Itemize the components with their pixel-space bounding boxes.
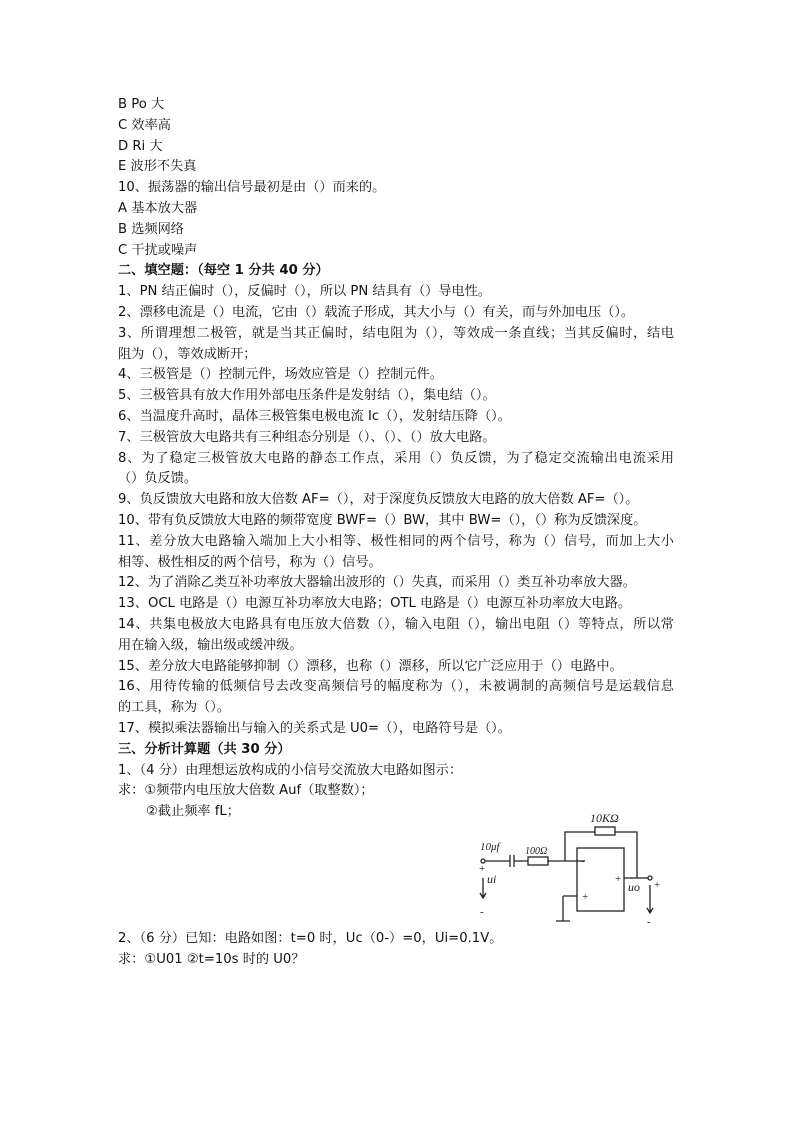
question-line: 阻为（），等效成断开； [118, 346, 257, 362]
problem-1-ask-1: 求：①频带内电压放大倍数 Auf（取整数）； [118, 783, 374, 799]
option-item: B Po 大 [118, 97, 165, 112]
question-line: 17、模拟乘法器输出与输入的关系式是 U0=（），电路符号是（）。 [118, 720, 511, 736]
input-resistor-label: 100Ω [525, 846, 548, 857]
noninverting-sign: + [582, 891, 589, 903]
option-item: E 波形不失真 [118, 159, 197, 175]
question-line: 15、差分放大电路能够抑制（）漂移，也称（）漂移，所以它广泛应用于（）电路中。 [118, 658, 623, 674]
question-line: 相等、极性相反的两个信号，称为（）信号。 [118, 554, 382, 570]
question-line: 13、OCL 电路是（）电源互补功率放大电路；OTL 电路是（）电源互补功率放大电路。 [118, 596, 632, 612]
question-line: 11、差分放大电路输入端加上大小相等、极性相同的两个信号，称为（）信号，而加上大小 [118, 533, 674, 549]
input-plus: + [479, 863, 486, 875]
section-2-questions [118, 282, 674, 740]
question-line: 用在输入级，输出级或缓冲级。 [118, 637, 303, 653]
option-item: D Ri 大 [118, 138, 163, 154]
inverting-sign: - [581, 855, 585, 867]
question-line: （）负反馈。 [118, 471, 198, 487]
problem-1-stem: 1、（4 分）由理想运放构成的小信号交流放大电路如图示： [118, 762, 463, 778]
option-item: C 效率高 [118, 117, 171, 133]
op-amp-circuit-diagram [470, 798, 685, 928]
option-item: A 基本放大器 [118, 200, 198, 216]
problem-1-ask-2: ②截止频率 fL； [146, 804, 240, 820]
question-line: 6、当温度升高时，晶体三极管集电极电流 Ic（），发射结压降（）。 [118, 408, 511, 424]
output-voltage-label: uo [628, 880, 640, 894]
section-2-title: 二、填空题：（每空 1 分共 40 分） [118, 263, 329, 279]
question-line: 16、用待传输的低频信号去改变高频信号的幅度称为（），未被调制的高频信号是运载信息 [118, 679, 674, 695]
question-line: 5、三极管具有放大作用外部电压条件是发射结（），集电结（）。 [118, 388, 496, 404]
question-10-stem: 10、振荡器的输出信号最初是由（）而来的。 [118, 180, 386, 196]
question-line: 2、漂移电流是（）电流，它由（）载流子形成，其大小与（）有关，而与外加电压（）。 [118, 304, 635, 320]
input-minus: - [480, 906, 484, 918]
question-line: 1、PN 结正偏时（），反偏时（），所以 PN 结具有（）导电性。 [118, 284, 492, 300]
question-line: 4、三极管是（）控制元件，场效应管是（）控制元件。 [118, 367, 443, 383]
problem-2-stem: 2、（6 分）已知：电路如图：t=0 时，Uc（0-）=0，Ui=0.1V。 [118, 930, 503, 946]
section-3-title: 三、分析计算题（共 30 分） [118, 741, 291, 757]
question-line: 7、三极管放大电路共有三种组态分别是（）、（）、（）放大电路。 [118, 429, 496, 445]
input-resistor [528, 857, 548, 865]
output-minus: - [647, 916, 651, 928]
question-line: 12、为了消除乙类互补功率放大器输出波形的（）失真，而采用（）类互补功率放大器。 [118, 575, 636, 591]
question-line: 8、为了稳定三极管放大电路的静态工作点，采用（）负反馈，为了稳定交流输出电流采用 [118, 450, 674, 466]
option-item: B 选频网络 [118, 221, 184, 237]
question-line: 的工具，称为（）。 [118, 700, 231, 716]
capacitor-label: 10μf [480, 841, 500, 853]
question-line: 10、带有负反馈放大电路的频带宽度 BWF=（）BW，其中 BW=（），（）称为反馈深度。 [118, 512, 647, 528]
input-voltage-label: ui [487, 872, 497, 886]
output-plus: + [654, 879, 661, 891]
prev-question-options [118, 95, 674, 178]
question-line: 3、所谓理想二极管，就是当其正偏时，结电阻为（），等效成一条直线；当其反偏时，结电 [118, 325, 674, 341]
feedback-path [565, 827, 637, 878]
question-line: 14、共集电极放大电路具有电压放大倍数（），输入电阻（），输出电阻（）等特点，所以常 [118, 616, 674, 632]
question-10-options [118, 199, 674, 261]
output-sign: + [615, 873, 622, 885]
feedback-resistor [595, 827, 615, 835]
option-item: C 干扰或噪声 [118, 242, 198, 258]
problem-2-ask: 求：①U01 ②t=10s 时的 U0？ [118, 951, 305, 967]
question-line: 9、负反馈放大电路和放大倍数 AF=（），对于深度负反馈放大电路的放大倍数 AF=（）。 [118, 492, 639, 508]
feedback-resistor-label: 10KΩ [590, 811, 619, 825]
